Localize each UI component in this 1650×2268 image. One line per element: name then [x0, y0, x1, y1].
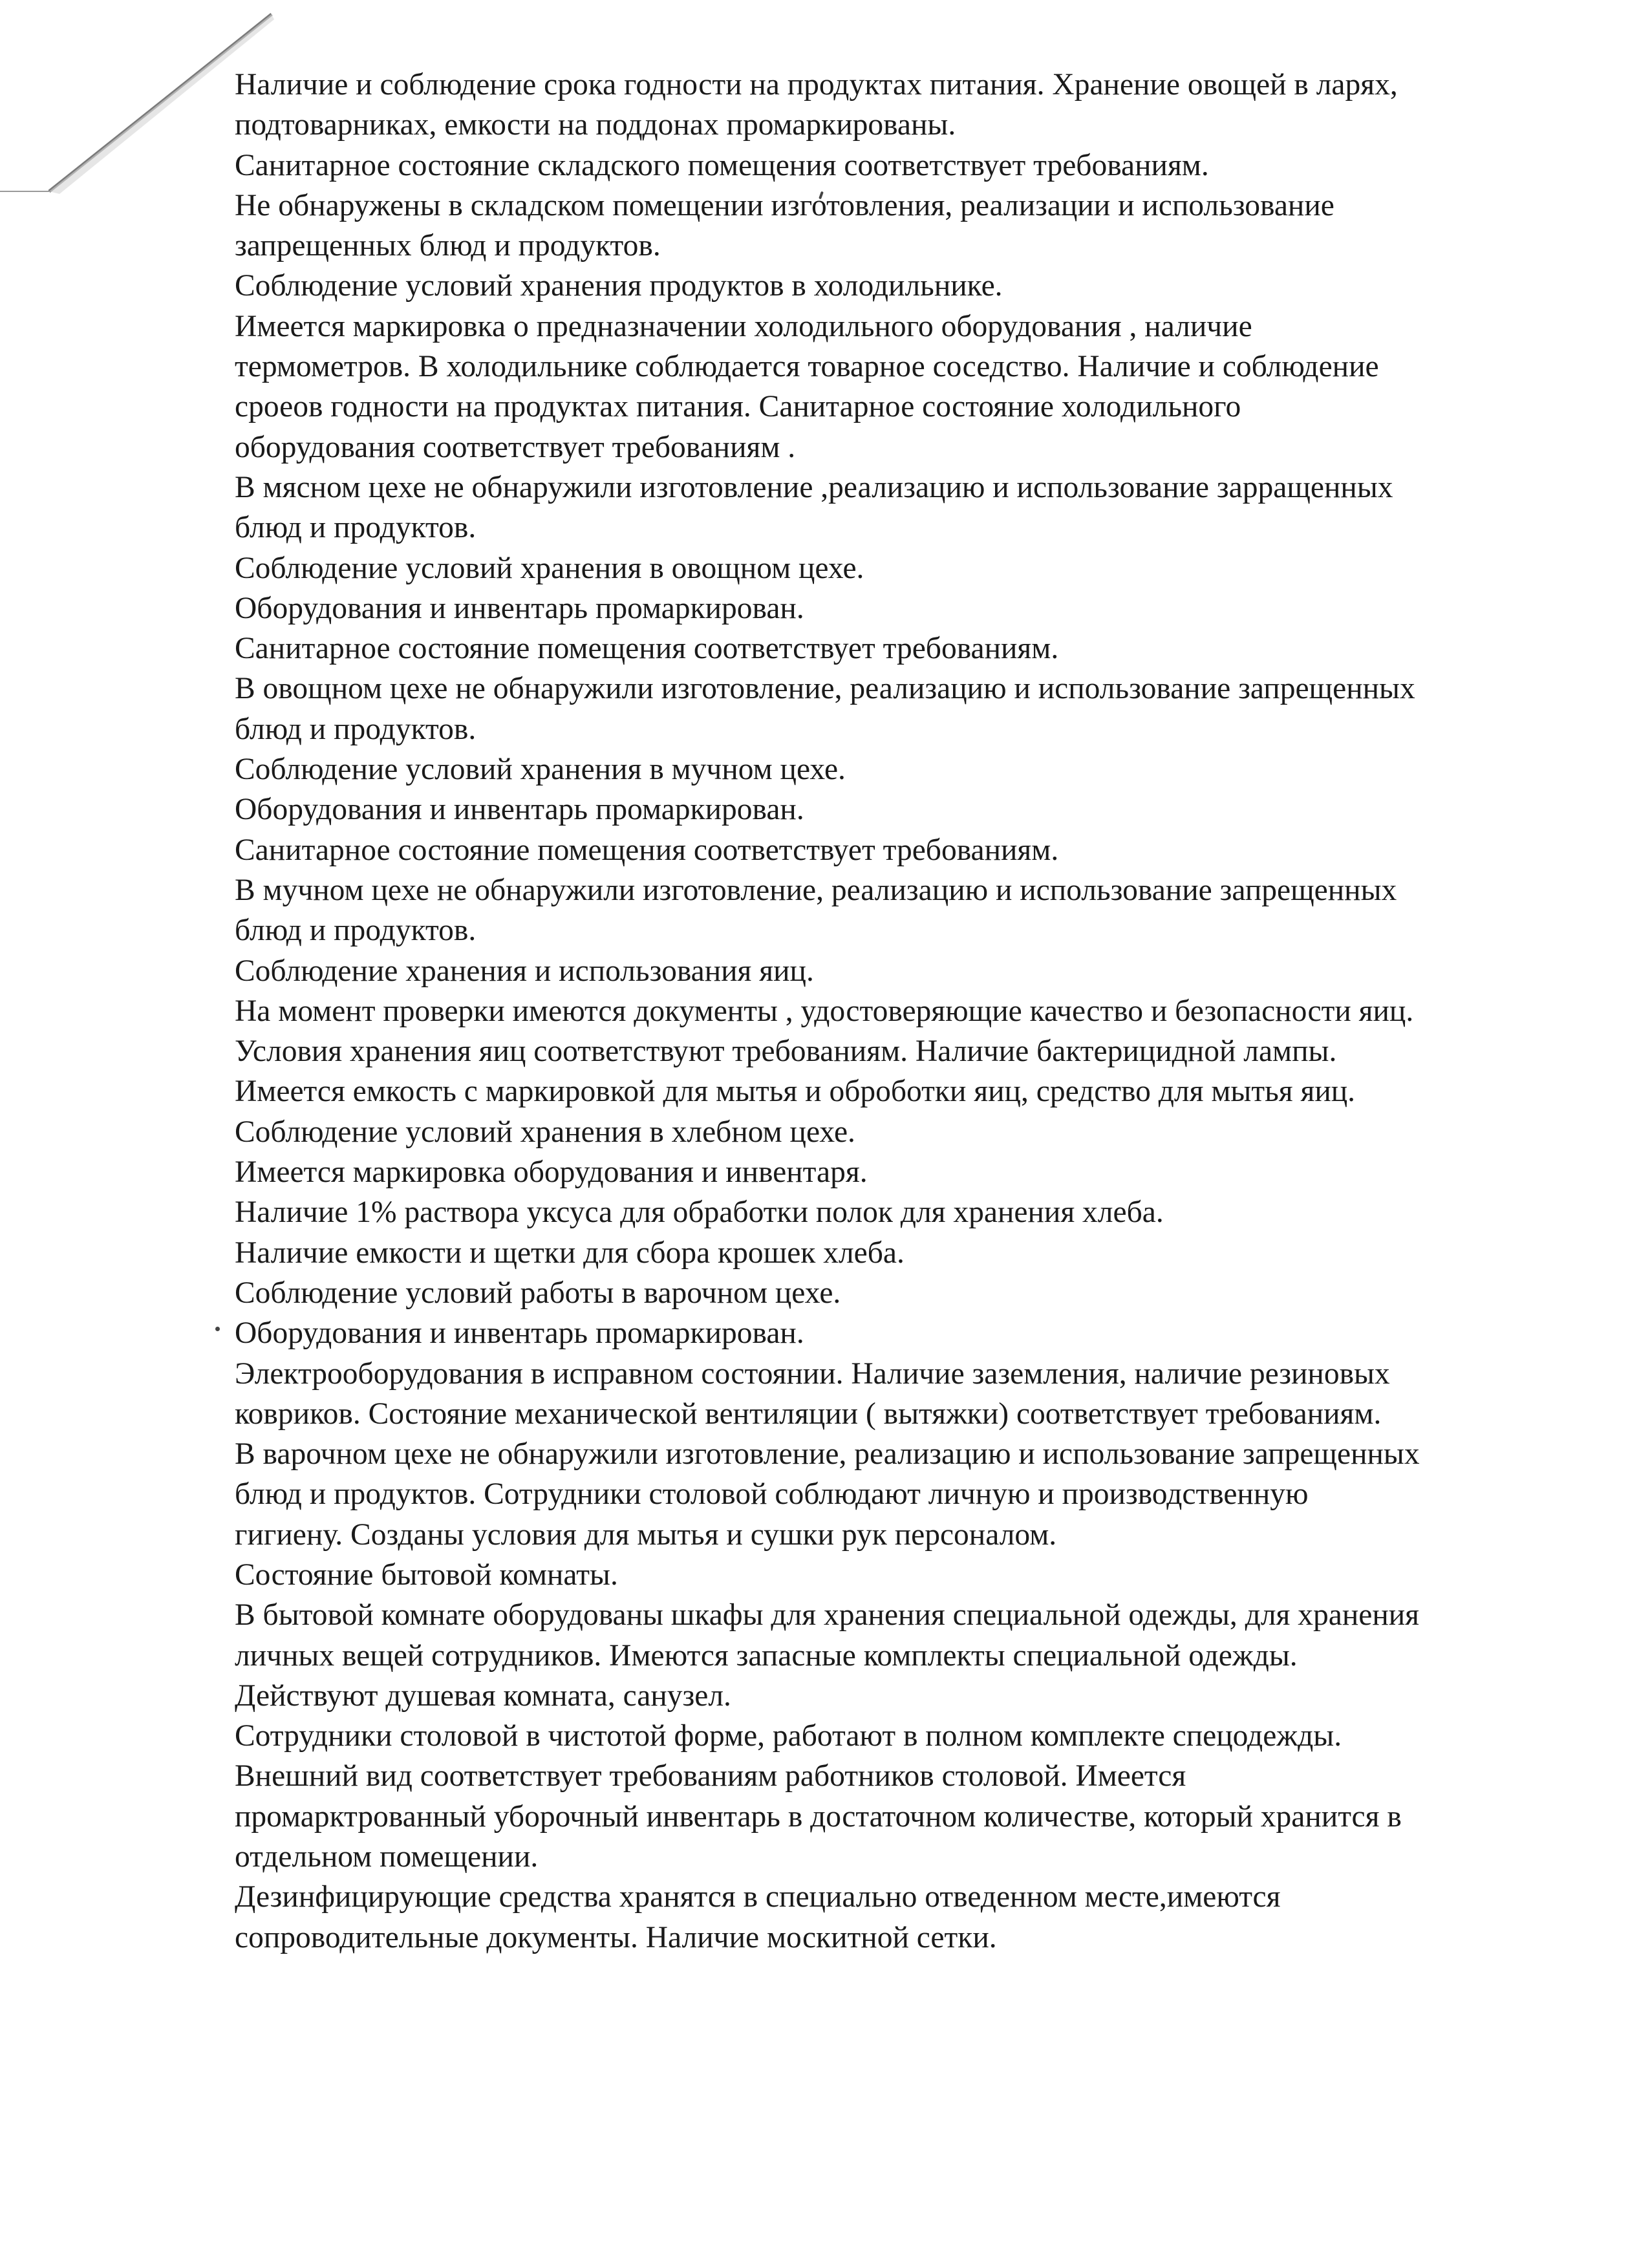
text-line: На момент проверки имеются документы , удостоверяющие качество и безопасности яиц. — [235, 994, 1414, 1028]
text-line: Имеется емкость с маркировкой для мытья и оброботки яиц, средство для мытья яиц. — [235, 1075, 1356, 1109]
text-line: Соблюдение условий хранения в хлебном цехе. — [235, 1115, 855, 1149]
text-line: Имеется маркировка о предназначении холодильного оборудования , наличие — [235, 309, 1252, 343]
text-line: Не обнаружены в складском помещении изготовления, реализации и использование — [235, 188, 1334, 222]
text-line: Санитарное состояние помещения соответствует требованиям. — [235, 833, 1059, 867]
text-line: В мясном цехе не обнаружили изготовление ,реализацию и использование зарращенных — [235, 470, 1393, 504]
text-line: Соблюдение условий хранения в овощном цехе. — [235, 551, 864, 585]
scan-speck — [215, 1327, 220, 1331]
text-line: Оборудования и инвентарь промаркирован. — [235, 591, 804, 625]
text-line: ковриков. Состояние механической вентиляции ( вытяжки) соответствует требованиям. — [235, 1396, 1382, 1431]
text-line: Оборудования и инвентарь промаркирован. — [235, 1316, 804, 1351]
text-line: Соблюдение условий хранения продуктов в холодильнике. — [235, 269, 1003, 303]
text-line: Имеется маркировка оборудования и инвентаря. — [235, 1155, 868, 1190]
text-line: сопроводительные документы. Наличие москитной сетки. — [235, 1920, 997, 1954]
text-line: блюд и продуктов. — [235, 712, 477, 746]
text-line: блюд и продуктов. Сотрудники столовой соблюдают личную и производственную — [235, 1477, 1309, 1512]
text-line: Санитарное состояние помещения соответствует требованиям. — [235, 632, 1059, 666]
text-line: Наличие 1% раствора уксуса для обработки полок для хранения хлеба. — [235, 1195, 1164, 1230]
text-line: личных вещей сотрудников. Имеются запасные комплекты специальной одежды. — [235, 1638, 1298, 1673]
text-line: В бытовой комнате оборудованы шкафы для хранения специальной одежды, для хранения — [235, 1598, 1420, 1632]
text-line: Условия хранения яиц соответствуют требованиям. Наличие бактерицидной лампы. — [235, 1034, 1337, 1069]
text-line: Состояние бытовой комнаты. — [235, 1557, 618, 1592]
text-line: блюд и продуктов. — [235, 914, 477, 948]
text-line: Оборудования и инвентарь промаркирован. — [235, 793, 804, 827]
text-line: Внешний вид соответствует требованиям работников столовой. Имеется — [235, 1759, 1186, 1793]
text-line: Санитарное состояние складского помещения соответствует требованиям. — [235, 148, 1209, 182]
text-line: Соблюдение условий работы в варочном цехе. — [235, 1276, 841, 1310]
text-line: Наличие емкости и щетки для сбора крошек хлеба. — [235, 1236, 905, 1270]
text-line: В варочном цехе не обнаружили изготовление, реализацию и использование запрещенных — [235, 1437, 1420, 1471]
text-line: промарктрованный уборочный инвентарь в достаточном количестве, который хранится в — [235, 1799, 1402, 1834]
text-line: Дезинфицирующие средства хранятся в специально отведенном месте,имеются — [235, 1880, 1281, 1914]
text-line: Наличие и соблюдение срока годности на продуктах питания. Хранение овощей в ларях, — [235, 68, 1398, 102]
text-line: В овощном цехе не обнаружили изготовление, реализацию и использование запрещенных — [235, 672, 1415, 706]
text-line: Соблюдение хранения и использования яиц. — [235, 954, 814, 988]
text-line: блюд и продуктов. — [235, 511, 477, 545]
text-line: подтоварниках, емкости на поддонах промаркированы. — [235, 108, 956, 142]
document-body — [235, 65, 1541, 1958]
text-line: отдельном помещении. — [235, 1840, 539, 1874]
text-line: Действуют душевая комната, санузел. — [235, 1678, 731, 1713]
text-line: В мучном цехе не обнаружили изготовление, реализацию и использование запрещенных — [235, 873, 1397, 907]
text-line: запрещенных блюд и продуктов. — [235, 229, 661, 263]
text-line: Соблюдение условий хранения в мучном цехе. — [235, 753, 846, 787]
text-line: оборудования соответствует требованиям . — [235, 430, 796, 464]
text-line: сроеов годности на продуктах питания. Санитарное состояние холодильного — [235, 390, 1241, 424]
text-line: Сотрудники столовой в чистотой форме, работают в полном комплекте спецодежды. — [235, 1719, 1342, 1753]
text-line: термометров. В холодильнике соблюдается товарное соседство. Наличие и соблюдение — [235, 350, 1379, 384]
text-line: гигиену. Созданы условия для мытья и сушки рук персоналом. — [235, 1517, 1057, 1552]
text-line: Электрооборудования в исправном состоянии. Наличие заземления, наличие резиновых — [235, 1356, 1390, 1391]
